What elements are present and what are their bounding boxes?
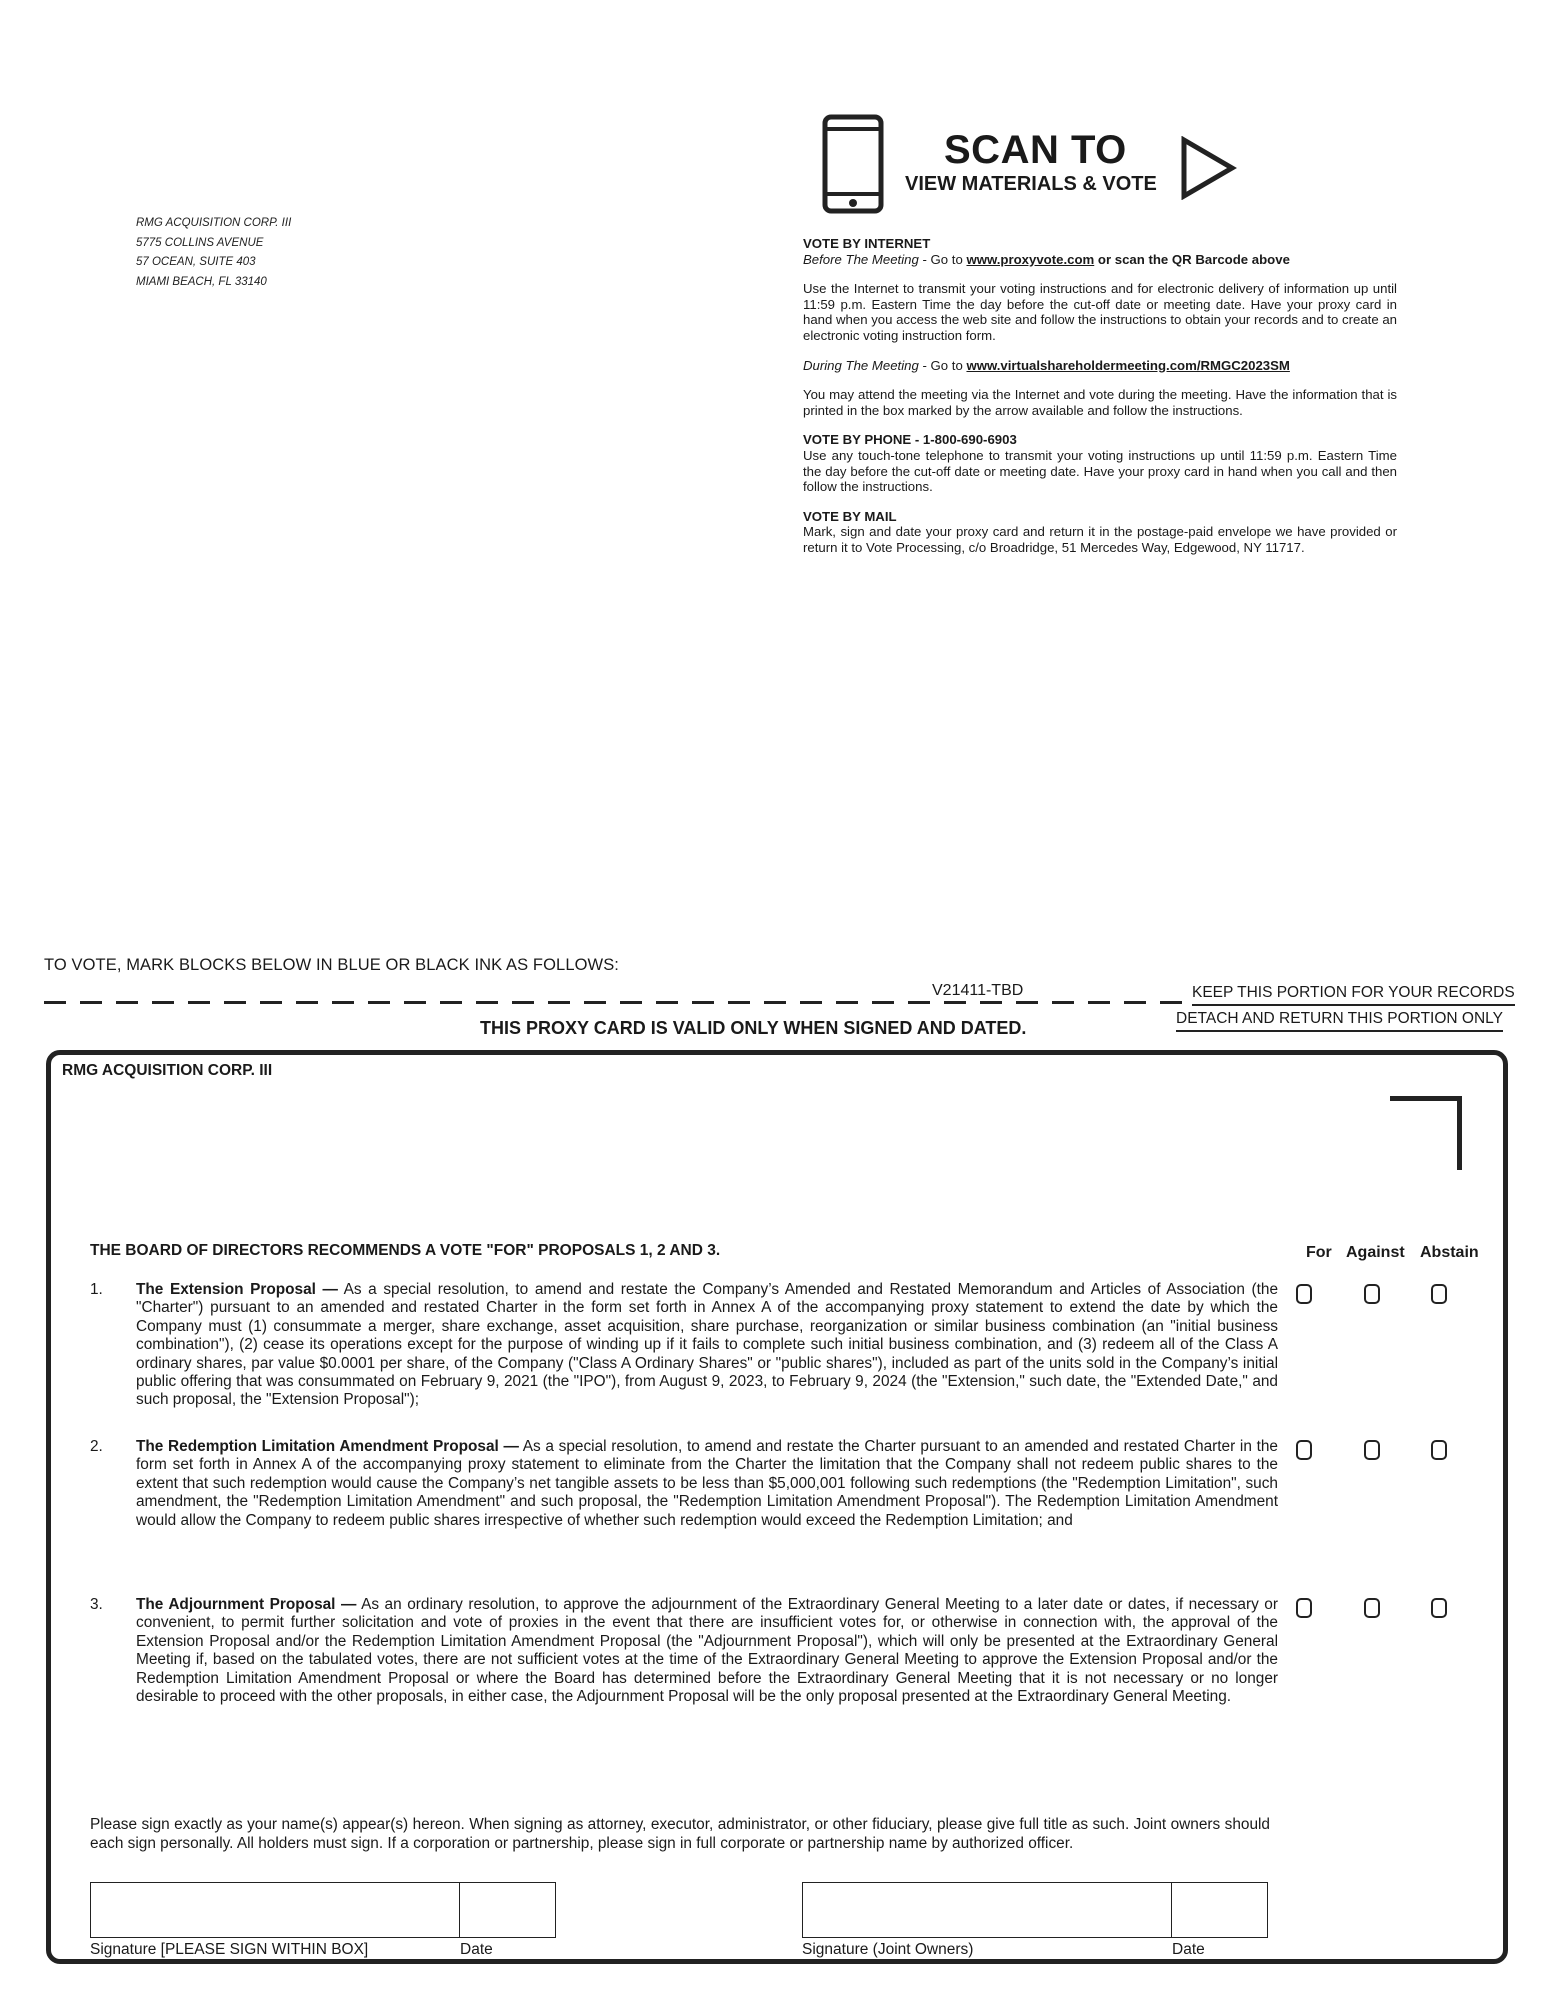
proposal-number: 1. (90, 1281, 103, 1298)
joint-date-label: Date (1172, 1941, 1205, 1958)
proposal-3 (90, 1596, 1278, 1706)
column-abstain: Abstain (1420, 1244, 1479, 1261)
proposal-title: The Extension Proposal — (136, 1281, 338, 1298)
return-address (136, 214, 291, 292)
joint-date-divider (1171, 1883, 1172, 1937)
control-code: V21411-TBD (932, 982, 1024, 999)
before-meeting-label: Before The Meeting (803, 251, 919, 267)
proposal-number: 2. (90, 1438, 103, 1455)
return-address-line: RMG ACQUISITION CORP. III (136, 217, 292, 229)
proposal-1-abstain-checkbox[interactable] (1431, 1284, 1447, 1304)
proxyvote-link[interactable]: www.proxyvote.com (966, 251, 1095, 267)
date-divider (459, 1883, 460, 1937)
column-for: For (1306, 1244, 1332, 1261)
during-goto: - Go to (918, 357, 967, 373)
date-label: Date (460, 1941, 493, 1958)
signature-box[interactable] (90, 1882, 556, 1938)
proposal-text: As an ordinary resolution, to approve the adjournment of the Extraordinary General Meeting to a later date or dates, if necessary or convenient, to permit further solicitation and vote of proxies in the event that there are insufficient votes for, or otherwise in connection with, the approval of the Extension Proposal and/or the Redemption Limitation Amendment Proposal (the "Adjournment Proposal"), which will only be presented at the Extraordinary General Meeting if, based on the tabulated votes, there are not sufficient votes at the time of the Extraordinary General Meeting to approve the Extension Proposal and/or the Redemption Limitation Amendment Proposal or where the Board has determined before the Extraordinary General Meeting that it is not necessary or no longer desirable to proceed with the other proposals, in either case, the Adjournment Proposal will be the only proposal presented at the Extraordinary General Meeting. (136, 1596, 1278, 1706)
vote-mail-text: Mark, sign and date your proxy card and return it in the postage-paid envelope we have provided or return it to Vote Processing, c/o Broadridge, 51 Mercedes Way, Edgewood, NY 11717. (803, 524, 1397, 555)
detach-portion-label: DETACH AND RETURN THIS PORTION ONLY (1176, 1010, 1503, 1032)
proposal-1-for-checkbox[interactable] (1296, 1284, 1312, 1304)
proposal-title: The Redemption Limitation Amendment Proposal — (136, 1438, 519, 1455)
before-goto: - Go to (918, 251, 967, 267)
proposal-3-for-checkbox[interactable] (1296, 1598, 1312, 1618)
proposal-3-abstain-checkbox[interactable] (1431, 1598, 1447, 1618)
valid-notice: THIS PROXY CARD IS VALID ONLY WHEN SIGNED AND DATED. (480, 1018, 1027, 1038)
sign-instructions: Please sign exactly as your name(s) appear(s) hereon. When signing as attorney, executor, administrator, or other fiduciary, please give full title as such. Joint owners should each sign personally. All holders must sign. If a corporation or partnership, please sign in full corporate or partnership name by authorized officer. (90, 1816, 1270, 1852)
vote-phone-text: Use any touch-tone telephone to transmit your voting instructions up until 11:59 p.m. Eastern Time the day before the cut-off date or meeting date. Have your proxy card in hand when you call and then follow the instructions. (803, 447, 1397, 495)
proposal-2-for-checkbox[interactable] (1296, 1440, 1312, 1460)
vote-internet-heading: VOTE BY INTERNET (803, 236, 931, 251)
proposal-3-against-checkbox[interactable] (1364, 1598, 1380, 1618)
proposal-2-against-checkbox[interactable] (1364, 1440, 1380, 1460)
proposal-2 (90, 1438, 1278, 1530)
during-meeting-label: During The Meeting (803, 357, 919, 373)
board-recommendation: THE BOARD OF DIRECTORS RECOMMENDS A VOTE "FOR" PROPOSALS 1, 2 AND 3. (90, 1242, 721, 1259)
company-name: RMG ACQUISITION CORP. III (62, 1062, 273, 1079)
column-against: Against (1346, 1244, 1405, 1261)
before-meeting-text: Use the Internet to transmit your voting instructions and for electronic delivery of information up until 11:59 p.m. Eastern Time the day before the cut-off date or meeting date. Have your proxy card in hand when you access the web site and follow the instructions to obtain your records and to create an electronic voting instruction form. (803, 281, 1397, 343)
smartphone-icon (822, 114, 884, 214)
return-address-line: MIAMI BEACH, FL 33140 (136, 275, 267, 288)
proposal-number: 3. (90, 1596, 103, 1613)
scan-subtitle: VIEW MATERIALS & VOTE (905, 173, 1157, 195)
mark-instructions: TO VOTE, MARK BLOCKS BELOW IN BLUE OR BLACK INK AS FOLLOWS: (44, 956, 619, 974)
joint-signature-box[interactable] (802, 1882, 1268, 1938)
during-meeting-text: You may attend the meeting via the Internet and vote during the meeting. Have the information that is printed in the box marked by the arrow available and follow the instructions. (803, 387, 1397, 418)
scan-title: SCAN TO (944, 128, 1127, 172)
address-window-corner (1390, 1096, 1462, 1170)
proposal-1 (90, 1281, 1278, 1410)
return-address-line: 57 OCEAN, SUITE 403 (136, 256, 256, 268)
voting-instructions (803, 236, 1397, 556)
return-address-line: 5775 COLLINS AVENUE (136, 236, 264, 249)
proposal-text: As a special resolution, to amend and restate the Company’s Amended and Restated Memorandum and Articles of Association (the "Charter") pursuant to an amended and restated Charter in the form set forth in Annex A of the accompanying proxy statement to extend the date by which the Company must (1) consummate a merger, share exchange, asset acquisition, share purchase, reorganization or similar business combination (an "initial business combination"), (2) cease its operations except for the purpose of winding up if it fails to complete such initial business combination, and (3) redeem all of the Class A ordinary shares, par value $0.0001 per share, of the Company ("Class A Ordinary Shares" or "public shares"), included as part of the units sold in the Company’s initial public offering that was consummated on February 9, 2021 (the "IPO"), from August 9, 2023, to February 9, 2024 (the "Extension," such date, the "Extended Date," and such proposal, the "Extension Proposal"); (136, 1281, 1279, 1409)
virtual-meeting-link[interactable]: www.virtualshareholdermeeting.com/RMGC2023SM (966, 357, 1290, 373)
joint-signature-label: Signature (Joint Owners) (802, 1941, 974, 1958)
keep-portion-label: KEEP THIS PORTION FOR YOUR RECORDS (1192, 984, 1515, 1006)
play-arrow-icon (1180, 136, 1238, 200)
qr-barcode-text: or scan the QR Barcode above (1094, 251, 1290, 267)
proposal-title: The Adjournment Proposal — (136, 1596, 357, 1613)
vote-phone-heading: VOTE BY PHONE - 1-800-690-6903 (803, 432, 1017, 448)
during-meeting-line (803, 358, 1397, 374)
detach-line (44, 1001, 1184, 1004)
signature-label: Signature [PLEASE SIGN WITHIN BOX] (90, 1941, 369, 1958)
proposal-text: As a special resolution, to amend and restate the Charter pursuant to an amended and restated Charter in the form set forth in Annex A of the accompanying proxy statement to eliminate from the Charter the limitation that the Company shall not redeem public shares to the extent that such redemption would cause the Company’s net tangible assets to be less than $5,000,001 following such redemptions (the "Redemption Limitation", such amendment, the "Redemption Limitation Amendment" and such proposal, the "Redemption Limitation Amendment Proposal"). The Redemption Limitation Amendment would allow the Company to redeem public shares irrespective of whether such redemption would exceed the Redemption Limitation; and (136, 1438, 1278, 1529)
proposal-2-abstain-checkbox[interactable] (1431, 1440, 1447, 1460)
proposal-1-against-checkbox[interactable] (1364, 1284, 1380, 1304)
vote-mail-heading: VOTE BY MAIL (803, 508, 897, 524)
before-meeting-line (803, 252, 1397, 268)
